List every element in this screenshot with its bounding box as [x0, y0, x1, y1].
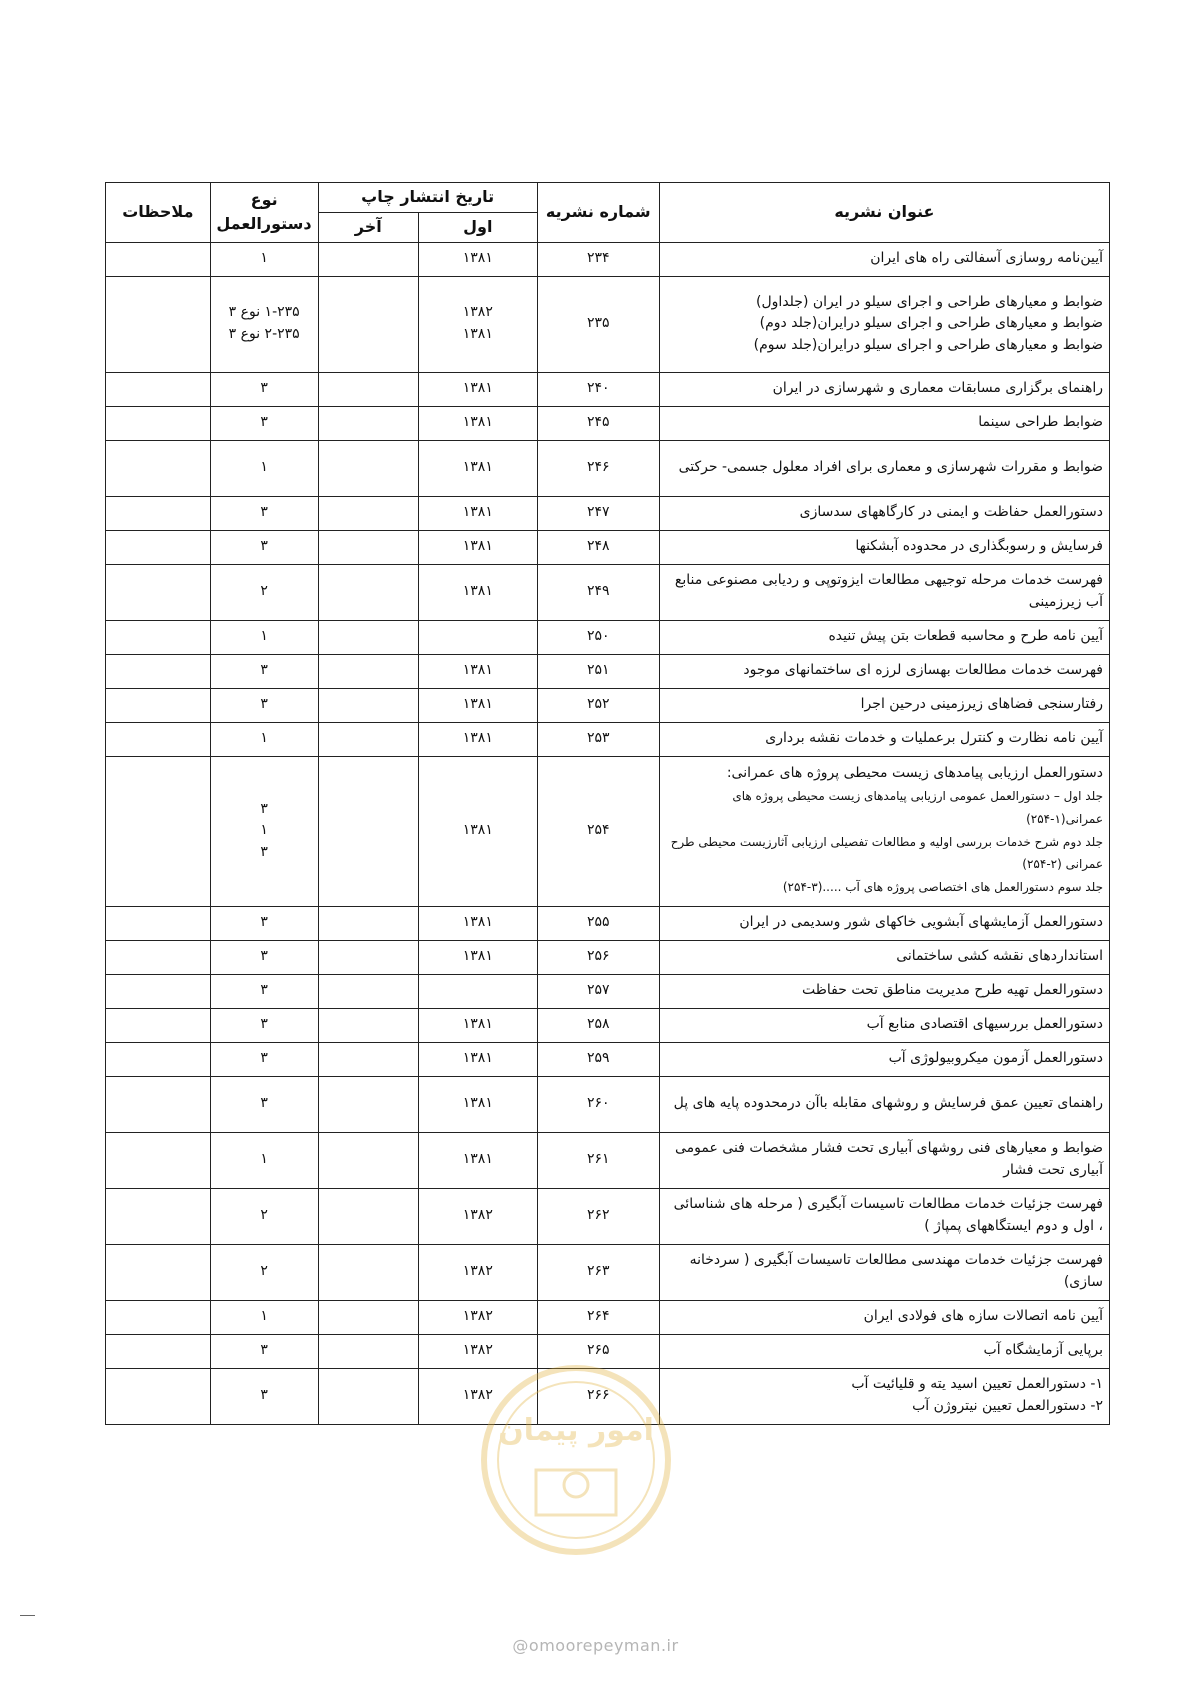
number-cell: ۲۶۳ [537, 1244, 659, 1300]
type-cell: ۱ [210, 1300, 318, 1334]
last-date-cell [318, 1042, 418, 1076]
title-cell [659, 242, 1109, 276]
last-date-cell [318, 1188, 418, 1244]
notes-cell [106, 906, 211, 940]
type-cell: ۲ [210, 1188, 318, 1244]
title-cell [659, 1042, 1109, 1076]
title-cell [659, 722, 1109, 756]
notes-cell [106, 1368, 211, 1424]
margin-mark [20, 1615, 35, 1616]
number-cell: ۲۴۶ [537, 440, 659, 496]
number-cell: ۲۴۹ [537, 564, 659, 620]
title-text: رفتارسنجی فضاهای زیرزمینی درحین اجرا [860, 696, 1103, 713]
table-row [106, 1188, 1110, 1244]
number-cell: ۲۴۰ [537, 372, 659, 406]
first-date-cell [418, 974, 537, 1008]
first-date-cell: ۱۳۸۱ [418, 688, 537, 722]
last-date-cell [318, 530, 418, 564]
table-row [106, 654, 1110, 688]
number-cell: ۲۴۸ [537, 530, 659, 564]
last-date-cell [318, 620, 418, 654]
title-cell [659, 974, 1109, 1008]
number-cell: ۲۳۵ [537, 276, 659, 372]
header-number: شماره نشریه [537, 183, 659, 243]
title-text: دستورالعمل آزمون میکروبیولوژی آب [888, 1050, 1103, 1067]
title-cell [659, 1334, 1109, 1368]
type-cell: ۳ [210, 688, 318, 722]
title-cell [659, 620, 1109, 654]
title-text: برپایی آزمایشگاه آب [983, 1342, 1103, 1359]
number-cell: ۲۶۵ [537, 1334, 659, 1368]
notes-cell [106, 1334, 211, 1368]
title-cell [659, 1132, 1109, 1188]
number-cell: ۲۵۱ [537, 654, 659, 688]
title-text: آیین نامه اتصالات سازه های فولادی ایران [863, 1308, 1103, 1325]
notes-cell [106, 940, 211, 974]
number-cell: ۲۶۲ [537, 1188, 659, 1244]
number-cell: ۲۴۷ [537, 496, 659, 530]
number-cell: ۲۵۳ [537, 722, 659, 756]
last-date-cell [318, 1076, 418, 1132]
number-cell: ۲۵۰ [537, 620, 659, 654]
table-row [106, 1300, 1110, 1334]
title-text: فهرست خدمات مرحله توجیهی مطالعات ایزوتوپی و ردیابی مصنوعی منابع آب زیرزمینی [674, 572, 1103, 611]
table-row [106, 496, 1110, 530]
type-cell: ۳ [210, 496, 318, 530]
table-row [106, 1008, 1110, 1042]
volume-list: جلد اول – دستورالعمل عمومی ارزیابی پیامدهای زیست محیطی پروژه های عمرانی(۱-۲۵۴) جلد دوم شرح خدمات بررسی اولیه و مطالعات تفصیلی ارزیابی آثارزیست محیطی طرح عمرانی (۲-۲۵۴) جلد سوم دستورالعمل های اختصاصی پروژه های آب .....(۳-۲۵۴) [670, 788, 1103, 895]
site-watermark: @omoorepeyman.ir [512, 1636, 679, 1655]
first-date-cell: ۱۳۸۲ [418, 1368, 537, 1424]
notes-cell [106, 564, 211, 620]
first-date-cell: ۱۳۸۲ [418, 1188, 537, 1244]
seal-watermark [476, 1360, 676, 1560]
type-cell: ۳ ۱ ۳ [210, 756, 318, 906]
type-cell: ۲ [210, 564, 318, 620]
notes-cell [106, 242, 211, 276]
number-cell: ۲۵۷ [537, 974, 659, 1008]
first-date-cell: ۱۳۸۱ [418, 242, 537, 276]
type-cell: ۱-۲۳۵ نوع ۳ ۲-۲۳۵ نوع ۳ [210, 276, 318, 372]
last-date-cell [318, 1244, 418, 1300]
title-text: راهنمای تعیین عمق فرسایش و روشهای مقابله باآن درمحدوده پایه های پل [673, 1095, 1103, 1112]
last-date-cell [318, 496, 418, 530]
last-date-cell [318, 906, 418, 940]
title-text: فهرست خدمات مطالعات بهسازی لرزه ای ساختمانهای موجود [743, 662, 1103, 679]
type-cell: ۳ [210, 940, 318, 974]
title-text: فهرست جزئیات خدمات مطالعات تاسیسات آبگیری ( مرحله های شناسائی ، اول و دوم ایستگاههای پمپاژ ) [673, 1196, 1103, 1235]
first-date-cell: ۱۳۸۱ [418, 722, 537, 756]
type-cell: ۳ [210, 1042, 318, 1076]
last-date-cell [318, 756, 418, 906]
notes-cell [106, 756, 211, 906]
number-cell: ۲۶۶ [537, 1368, 659, 1424]
table-row [106, 722, 1110, 756]
first-date-cell: ۱۳۸۱ [418, 756, 537, 906]
last-date-cell [318, 688, 418, 722]
header-date-group: تاریخ انتشار چاپ [318, 183, 537, 213]
table-row [106, 406, 1110, 440]
title-cell [659, 688, 1109, 722]
last-date-cell [318, 1132, 418, 1188]
number-cell: ۲۶۰ [537, 1076, 659, 1132]
type-cell: ۳ [210, 1334, 318, 1368]
type-cell: ۳ [210, 372, 318, 406]
last-date-cell [318, 440, 418, 496]
last-date-cell [318, 940, 418, 974]
first-date-cell: ۱۳۸۱ [418, 1042, 537, 1076]
first-date-cell [418, 620, 537, 654]
title-text: ضوابط و معیارهای طراحی و اجرای سیلو در ایران (جلداول) ضوابط و معیارهای طراحی و اجرای سیلو درایران(جلد دوم) ضوابط و معیارهای طراحی و اجرای سیلو درایران(جلد سوم) [753, 293, 1103, 353]
first-date-cell: ۱۳۸۱ [418, 564, 537, 620]
table-row [106, 530, 1110, 564]
title-text: فرسایش و رسوبگذاری در محدوده آبشکنها [855, 538, 1103, 555]
notes-cell [106, 654, 211, 688]
header-type: نوع دستورالعمل [210, 183, 318, 243]
title-cell [659, 1076, 1109, 1132]
title-text: ضوابط و مقررات شهرسازی و معماری برای افراد معلول جسمی- حرکتی [678, 459, 1103, 476]
last-date-cell [318, 654, 418, 688]
title-cell [659, 1368, 1109, 1424]
number-cell: ۲۵۹ [537, 1042, 659, 1076]
first-date-cell: ۱۳۸۱ [418, 406, 537, 440]
first-date-cell: ۱۳۸۲ [418, 1244, 537, 1300]
notes-cell [106, 1008, 211, 1042]
type-cell: ۳ [210, 654, 318, 688]
last-date-cell [318, 242, 418, 276]
type-cell: ۳ [210, 406, 318, 440]
number-cell: ۲۴۵ [537, 406, 659, 440]
first-date-cell: ۱۳۸۱ [418, 496, 537, 530]
title-cell [659, 1008, 1109, 1042]
title-cell [659, 496, 1109, 530]
notes-cell [106, 440, 211, 496]
number-cell: ۲۵۸ [537, 1008, 659, 1042]
notes-cell [106, 722, 211, 756]
type-cell: ۳ [210, 974, 318, 1008]
notes-cell [106, 276, 211, 372]
table-row [106, 1244, 1110, 1300]
header-row-1 [106, 183, 1110, 213]
title-text: فهرست جزئیات خدمات مهندسی مطالعات تاسیسات آبگیری ( سردخانه سازی) [689, 1252, 1103, 1291]
notes-cell [106, 1132, 211, 1188]
publications-table [105, 182, 1110, 1425]
title-text: دستورالعمل آزمایشهای آبشویی خاکهای شور وسدیمی در ایران [739, 914, 1103, 931]
header-notes: ملاحظات [106, 183, 211, 243]
notes-cell [106, 372, 211, 406]
last-date-cell [318, 564, 418, 620]
title-text: ضوابط طراحی سینما [978, 414, 1103, 431]
number-cell: ۲۳۴ [537, 242, 659, 276]
table-row [106, 242, 1110, 276]
notes-cell [106, 1076, 211, 1132]
title-text: استانداردهای نقشه کشی ساختمانی [896, 948, 1103, 965]
last-date-cell [318, 974, 418, 1008]
notes-cell [106, 974, 211, 1008]
first-date-cell: ۱۳۸۲ [418, 1300, 537, 1334]
first-date-cell: ۱۳۸۱ [418, 440, 537, 496]
first-date-cell: ۱۳۸۱ [418, 1132, 537, 1188]
title-cell [659, 1188, 1109, 1244]
notes-cell [106, 1188, 211, 1244]
last-date-cell [318, 722, 418, 756]
title-cell [659, 372, 1109, 406]
table-row [106, 756, 1110, 906]
title-text: آیین نامه نظارت و کنترل برعملیات و خدمات نقشه برداری [765, 730, 1103, 747]
number-cell: ۲۶۱ [537, 1132, 659, 1188]
last-date-cell [318, 1334, 418, 1368]
last-date-cell [318, 1008, 418, 1042]
table-body [106, 242, 1110, 1424]
title-cell [659, 906, 1109, 940]
type-cell: ۱ [210, 620, 318, 654]
first-date-cell: ۱۳۸۱ [418, 1008, 537, 1042]
seal-outer-ring [484, 1368, 668, 1552]
title-text: آیین‌نامه روسازی آسفالتی راه های ایران [870, 250, 1103, 267]
header-last: آخر [318, 212, 418, 242]
title-text: دستورالعمل حفاظت و ایمنی در کارگاههای سدسازی [799, 504, 1103, 521]
header-first: اول [418, 212, 537, 242]
title-cell [659, 1300, 1109, 1334]
table-row [106, 906, 1110, 940]
type-cell: ۳ [210, 1008, 318, 1042]
title-text: راهنمای برگزاری مسابقات معماری و شهرسازی در ایران [772, 380, 1103, 397]
title-cell [659, 654, 1109, 688]
notes-cell [106, 496, 211, 530]
type-cell: ۱ [210, 722, 318, 756]
title-cell [659, 440, 1109, 496]
type-cell: ۱ [210, 242, 318, 276]
title-text: ۱- دستورالعمل تعیین اسید یته و قلیائیت آب ۲- دستورالعمل تعیین نیتروژن آب [851, 1376, 1103, 1415]
type-cell: ۲ [210, 1244, 318, 1300]
notes-cell [106, 1300, 211, 1334]
first-date-cell: ۱۳۸۱ [418, 372, 537, 406]
title-text: آیین نامه طرح و محاسبه قطعات بتن پیش تنیده [828, 628, 1103, 645]
seal-gear-icon [564, 1473, 588, 1497]
seal-text: امور پیمان [498, 1413, 654, 1448]
number-cell: ۲۵۵ [537, 906, 659, 940]
last-date-cell [318, 276, 418, 372]
title-text: دستورالعمل تهیه طرح مدیریت مناطق تحت حفاظت [802, 982, 1103, 999]
title-cell [659, 564, 1109, 620]
number-cell: ۲۶۴ [537, 1300, 659, 1334]
type-cell: ۳ [210, 906, 318, 940]
table-row [106, 440, 1110, 496]
first-date-cell: ۱۳۸۱ [418, 1076, 537, 1132]
first-date-cell: ۱۳۸۲ ۱۳۸۱ [418, 276, 537, 372]
table-row [106, 940, 1110, 974]
title-text: ضوابط و معیارهای فنی روشهای آبیاری تحت فشار مشخصات فنی عمومی آبیاری تحت فشار [674, 1140, 1103, 1179]
seal-building-icon [536, 1470, 616, 1515]
first-date-cell: ۱۳۸۱ [418, 940, 537, 974]
title-text: دستورالعمل ارزیابی پیامدهای زیست محیطی پروژه های عمرانی: [726, 765, 1103, 782]
first-date-cell: ۱۳۸۱ [418, 906, 537, 940]
last-date-cell [318, 1368, 418, 1424]
first-date-cell: ۱۳۸۲ [418, 1334, 537, 1368]
type-cell: ۳ [210, 1368, 318, 1424]
last-date-cell [318, 1300, 418, 1334]
first-date-cell: ۱۳۸۱ [418, 530, 537, 564]
table-row [106, 1076, 1110, 1132]
title-cell [659, 1244, 1109, 1300]
notes-cell [106, 1244, 211, 1300]
table-row [106, 620, 1110, 654]
type-cell: ۳ [210, 530, 318, 564]
notes-cell [106, 688, 211, 722]
title-cell [659, 756, 1109, 906]
title-cell [659, 530, 1109, 564]
number-cell: ۲۵۴ [537, 756, 659, 906]
table-row [106, 564, 1110, 620]
table-row [106, 974, 1110, 1008]
type-cell: ۱ [210, 1132, 318, 1188]
title-cell [659, 940, 1109, 974]
notes-cell [106, 530, 211, 564]
notes-cell [106, 620, 211, 654]
title-cell [659, 406, 1109, 440]
number-cell: ۲۵۲ [537, 688, 659, 722]
table-row [106, 1042, 1110, 1076]
last-date-cell [318, 406, 418, 440]
notes-cell [106, 406, 211, 440]
type-cell: ۳ [210, 1076, 318, 1132]
number-cell: ۲۵۶ [537, 940, 659, 974]
table-row [106, 688, 1110, 722]
table-row [106, 276, 1110, 372]
first-date-cell: ۱۳۸۱ [418, 654, 537, 688]
header-title: عنوان نشریه [659, 183, 1109, 243]
title-cell [659, 276, 1109, 372]
table-row [106, 1132, 1110, 1188]
type-cell: ۱ [210, 440, 318, 496]
last-date-cell [318, 372, 418, 406]
table-row [106, 372, 1110, 406]
notes-cell [106, 1042, 211, 1076]
title-text: دستورالعمل بررسیهای اقتصادی منابع آب [866, 1016, 1103, 1033]
